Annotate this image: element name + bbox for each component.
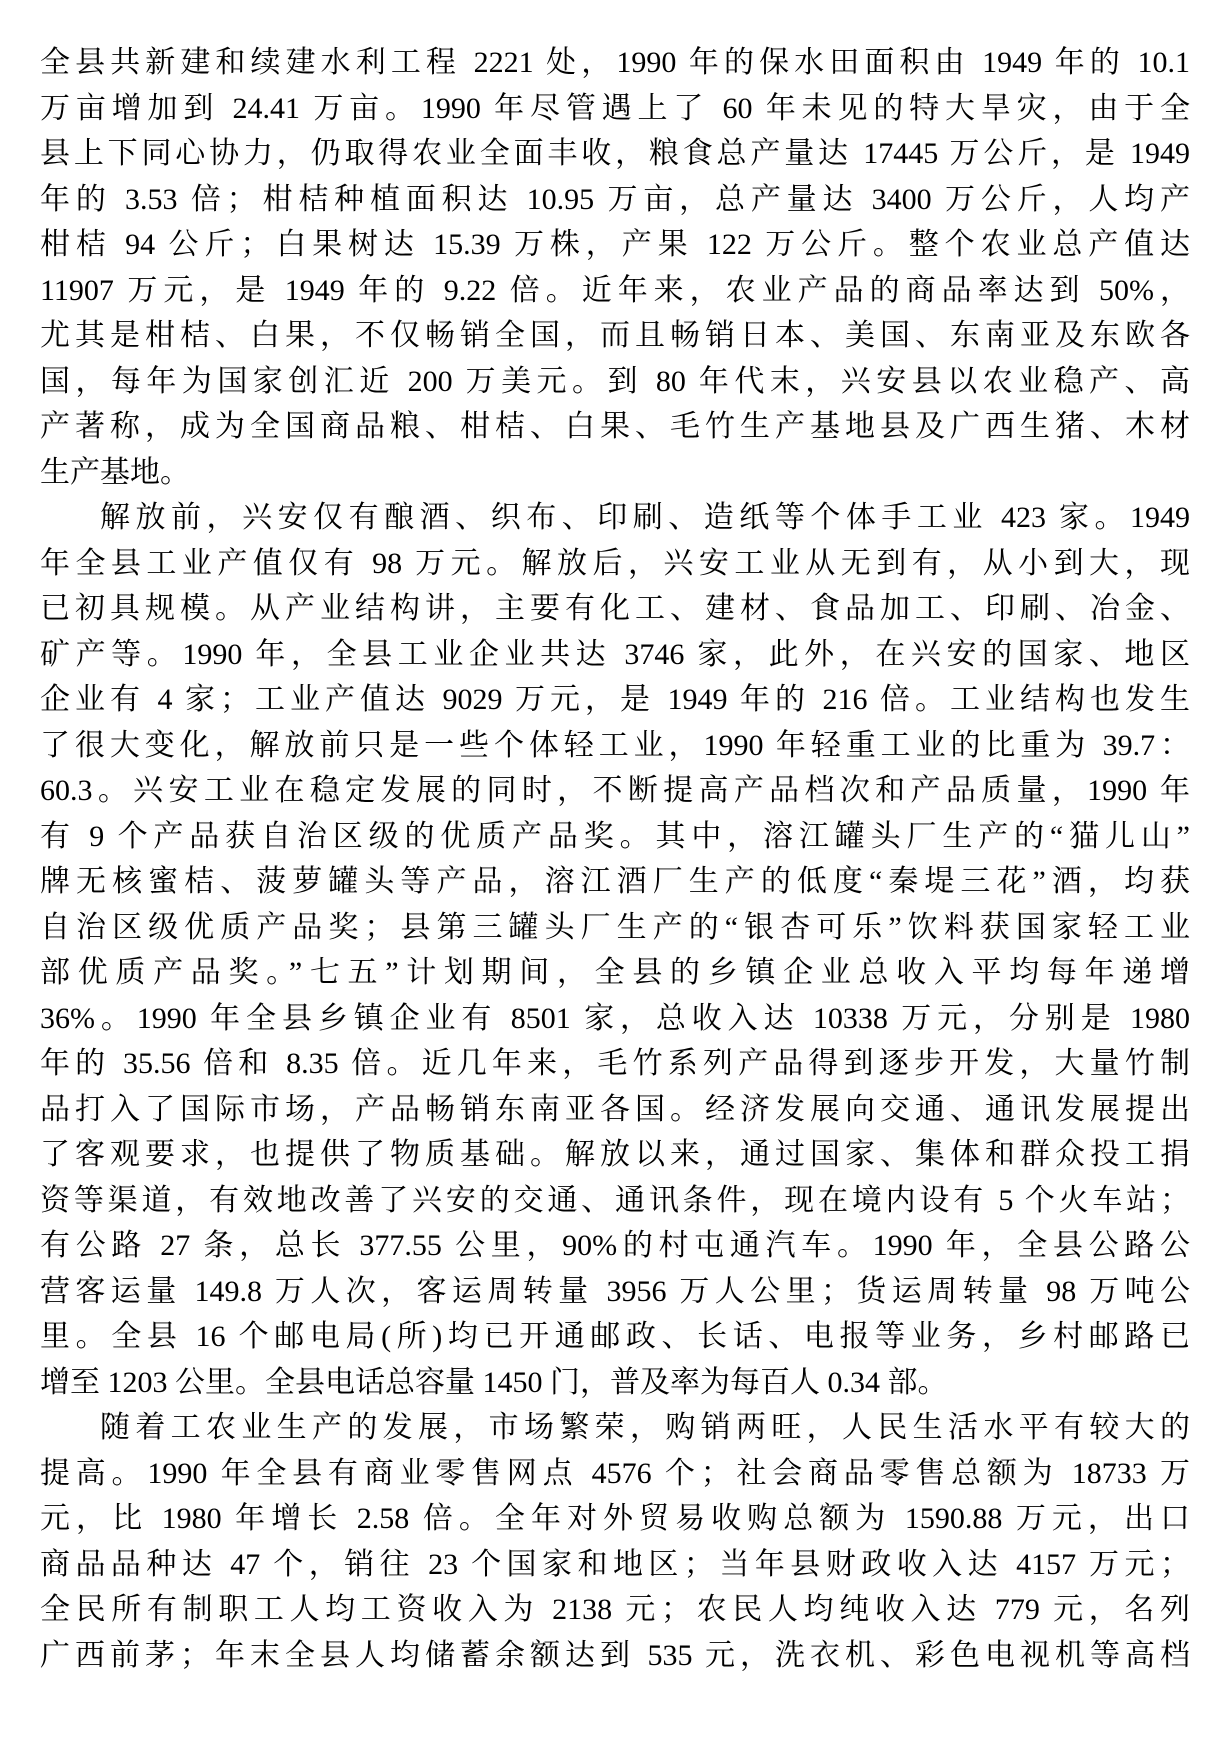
- text-line: 全县共新建和续建水利工程 2221 处，1990 年的保水田面积由 1949 年的 10.1: [40, 46, 1190, 79]
- text-line: 资等渠道，有效地改善了兴安的交通、通讯条件，现在境内设有 5 个火车站；: [40, 1183, 1190, 1217]
- text-line: 商品品种达 47 个，销往 23 个国家和地区；当年县财政收入达 4157 万元；: [40, 1547, 1190, 1581]
- text-line: 里。全县 16 个邮电局(所)均已开通邮政、长话、电报等业务，乡村邮路已: [40, 1320, 1190, 1353]
- text-line: 36%。1990 年全县乡镇企业有 8501 家，总收入达 10338 万元，分别是 1980: [40, 1001, 1190, 1035]
- text-line: 生产基地。: [40, 455, 190, 489]
- text-line: 尤其是柑桔、白果，不仅畅销全国，而且畅销日本、美国、东南亚及东欧各: [40, 319, 1190, 352]
- text-line: 牌无核蜜桔、菠萝罐头等产品，溶江酒厂生产的低度“秦堤三花”酒，均获: [40, 865, 1190, 898]
- text-line: 60.3。兴安工业在稳定发展的同时，不断提高产品档次和产品质量，1990 年: [40, 774, 1190, 807]
- text-line: 柑桔 94 公斤；白果树达 15.39 万株，产果 122 万公斤。整个农业总产值达: [40, 228, 1190, 261]
- text-line: 品打入了国际市场，产品畅销东南亚各国。经济发展向交通、通讯发展提出: [40, 1092, 1190, 1126]
- document-text-body: [40, 40, 1190, 1678]
- text-line: 随着工农业生产的发展，市场繁荣，购销两旺，人民生活水平有较大的: [100, 1411, 1190, 1444]
- text-line: 营客运量 149.8 万人次，客运周转量 3956 万人公里；货运周转量 98 万吨公: [40, 1274, 1190, 1308]
- text-line: 提高。1990 年全县有商业零售网点 4576 个；社会商品零售总额为 18733 万: [40, 1456, 1190, 1490]
- text-line: 自治区级优质产品奖；县第三罐头厂生产的“银杏可乐”饮料获国家轻工业: [40, 910, 1190, 944]
- text-line: 11907 万元，是 1949 年的 9.22 倍。近年来，农业产品的商品率达到 50%，: [40, 273, 1190, 307]
- text-line: 国，每年为国家创汇近 200 万美元。到 80 年代末，兴安县以农业稳产、高: [40, 364, 1190, 398]
- text-line: 年的 3.53 倍；柑桔种植面积达 10.95 万亩，总产量达 3400 万公斤，人均产: [40, 182, 1190, 216]
- text-line: 解放前，兴安仅有酿酒、织布、印刷、造纸等个体手工业 423 家。1949: [100, 501, 1190, 534]
- text-line: 有 9 个产品获自治区级的优质产品奖。其中，溶江罐头厂生产的“猫儿山”: [40, 819, 1190, 853]
- text-line: 企业有 4 家；工业产值达 9029 万元，是 1949 年的 216 倍。工业结构也发生: [40, 683, 1190, 716]
- text-line: 县上下同心协力，仍取得农业全面丰收，粮食总产量达 17445 万公斤，是 1949: [40, 137, 1190, 170]
- text-line: 有公路 27 条，总长 377.55 公里，90%的村屯通汽车。1990 年，全县公路公: [40, 1229, 1190, 1262]
- text-line: 了客观要求，也提供了物质基础。解放以来，通过国家、集体和群众投工捐: [40, 1138, 1190, 1171]
- text-line: 产著称，成为全国商品粮、柑桔、白果、毛竹生产基地县及广西生猪、木材: [40, 410, 1190, 443]
- text-line: 部优质产品奖。”七五”计划期间，全县的乡镇企业总收入平均每年递增: [40, 956, 1190, 989]
- text-line: 万亩增加到 24.41 万亩。1990 年尽管遇上了 60 年未见的特大旱灾，由于全: [40, 91, 1190, 125]
- text-line: 元，比 1980 年增长 2.58 倍。全年对外贸易收购总额为 1590.88 万元，出口: [40, 1502, 1190, 1535]
- text-line: 了很大变化，解放前只是一些个体轻工业，1990 年轻重工业的比重为 39.7：: [40, 728, 1190, 762]
- text-line: 年全县工业产值仅有 98 万元。解放后，兴安工业从无到有，从小到大，现: [40, 546, 1190, 580]
- text-line: 增至 1203 公里。全县电话总容量 1450 门，普及率为每百人 0.34 部。: [40, 1365, 948, 1399]
- text-line: 矿产等。1990 年，全县工业企业共达 3746 家，此外，在兴安的国家、地区: [40, 637, 1190, 671]
- text-line: 年的 35.56 倍和 8.35 倍。近几年来，毛竹系列产品得到逐步开发，大量竹制: [40, 1047, 1190, 1080]
- text-line: 已初具规模。从产业结构讲，主要有化工、建材、食品加工、印刷、冶金、: [40, 592, 1190, 625]
- text-line: 全民所有制职工人均工资收入为 2138 元；农民人均纯收入达 779 元，名列: [40, 1593, 1190, 1626]
- text-line: 广西前茅；年末全县人均储蓄余额达到 535 元，洗衣机、彩色电视机等高档: [40, 1638, 1190, 1672]
